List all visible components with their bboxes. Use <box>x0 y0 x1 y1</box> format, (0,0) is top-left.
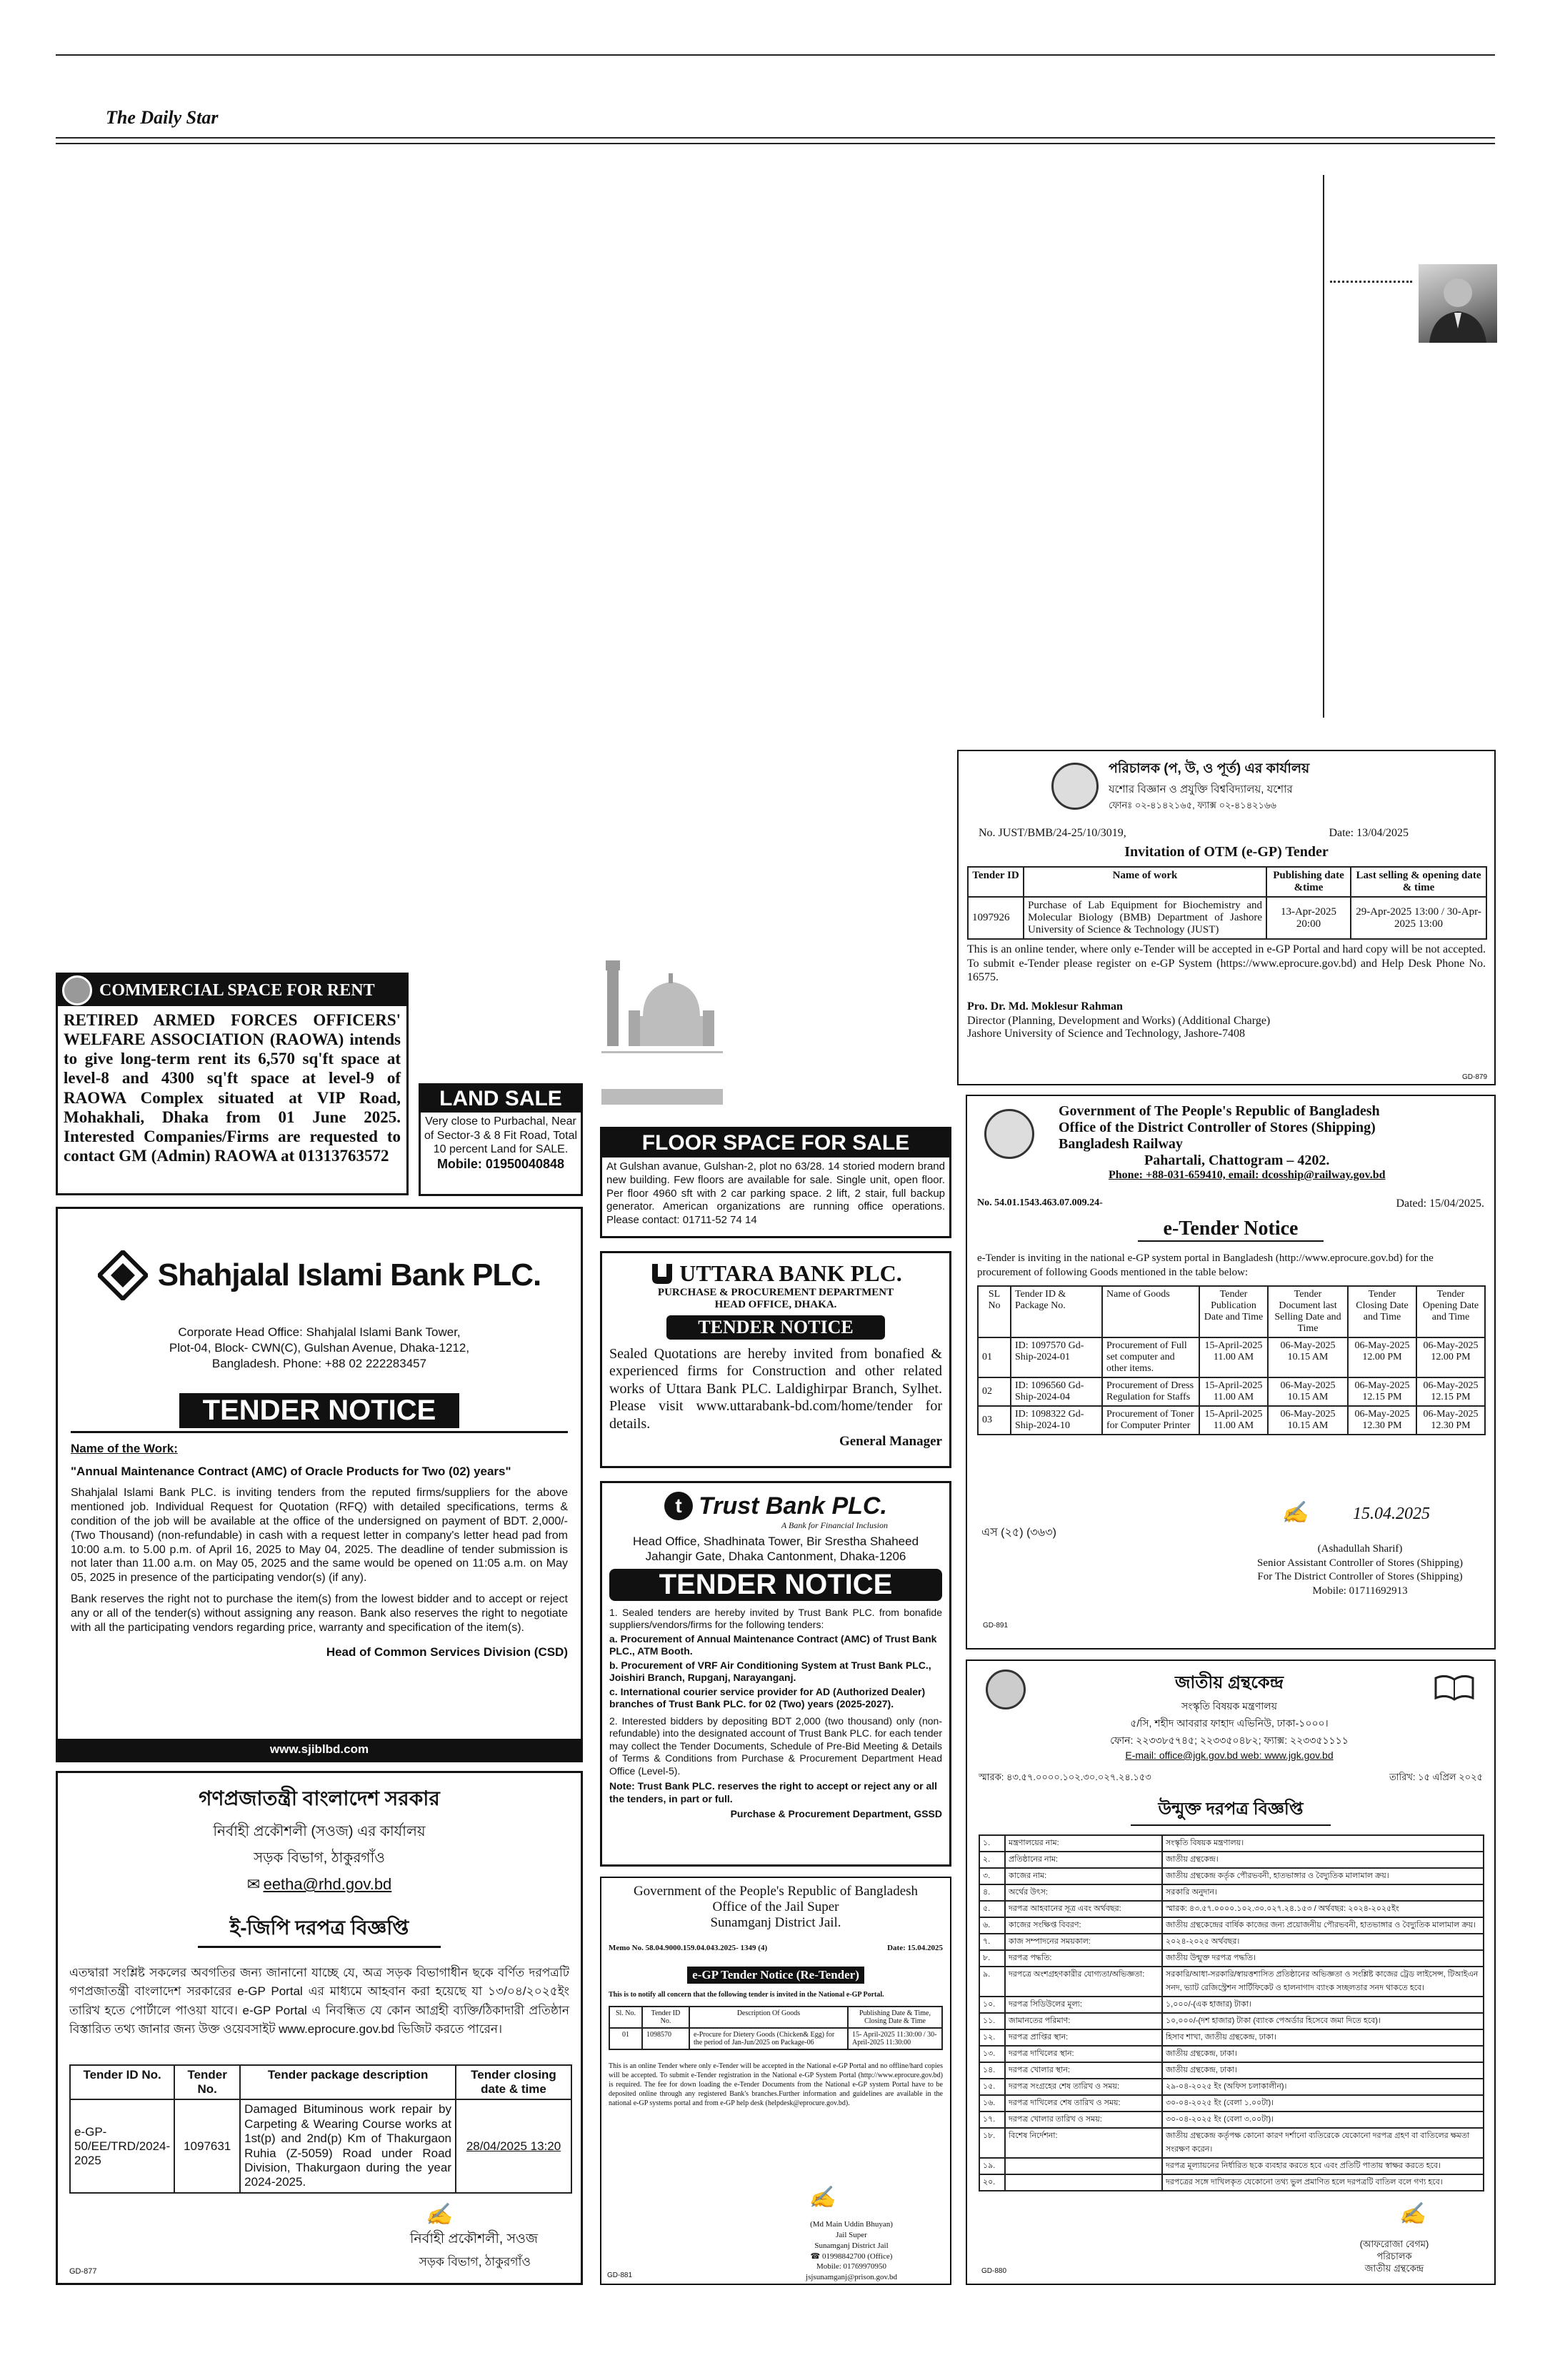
railway-tender-ad <box>966 1095 1496 1650</box>
table-row <box>978 1337 1485 1377</box>
railway-signer-3: For The District Controller of Stores (Shipping) <box>1257 1571 1463 1582</box>
uttara-notice-banner: TENDER NOTICE <box>666 1315 885 1340</box>
table-cell: 03 <box>978 1406 1011 1435</box>
uttara-dept: PURCHASE & PROCUREMENT DEPARTMENT <box>657 1287 894 1298</box>
table-cell: ১০. <box>979 1997 1005 2013</box>
table-row <box>979 2112 1484 2128</box>
table-cell: দরপত্র পদ্ধতি: <box>1005 1950 1162 1967</box>
table-cell: সরকারি অনুদান। <box>1162 1884 1484 1901</box>
jail-date: Date: 15.04.2025 <box>887 1944 943 1952</box>
table-header-cell: Description Of Goods <box>689 2007 848 2028</box>
trust-item-c: c. International courier service provider for AD (Authorized Dealer) branches of Trust Bank PLC. for 02 (Two) years (2025-2027). <box>609 1685 926 1709</box>
jgk-signer-2: পরিচালক <box>1376 2251 1412 2262</box>
trust-tender-ad <box>600 1481 951 1867</box>
table-row <box>70 2099 571 2192</box>
table-cell: জাতীয় গ্রন্থকেন্দ্র, ঢাকা। <box>1162 2046 1484 2062</box>
railway-memo: No. 54.01.1543.463.07.009.24- <box>977 1197 1103 1208</box>
table-cell: Procurement of Full set computer and other items. <box>1102 1337 1199 1377</box>
jgk-line-1: জাতীয় গ্রন্থকেন্দ্র <box>1174 1673 1284 1692</box>
table-header-row <box>70 2065 571 2099</box>
table-header-cell: Tender Opening Date and Time <box>1416 1286 1485 1337</box>
jgk-signer-3: জাতীয় গ্রন্থকেন্দ্র <box>1364 2263 1424 2274</box>
floor-sale-ad <box>600 1127 951 1238</box>
table-cell: দরপত্র দাখিলের শেষ তারিখ ও সময়: <box>1005 2095 1162 2112</box>
table-cell: জাতীয় গ্রন্থকেন্দ্র, ঢাকা। <box>1162 2062 1484 2079</box>
table-row <box>979 1967 1484 1997</box>
just-signer-3: Jashore University of Science and Technology, Jashore-7408 <box>967 1027 1245 1040</box>
table-cell: হিসাব শাখা, জাতীয় গ্রন্থকেন্দ্র, ঢাকা। <box>1162 2029 1484 2046</box>
table-cell: দরপত্র আহবানের সূত্র এবং অর্থবছর: <box>1005 1901 1162 1917</box>
railway-mobile: Mobile: 01711692913 <box>1312 1585 1408 1597</box>
jgk-signature: ✍ <box>1399 2202 1426 2226</box>
table-cell: Procurement of Toner for Computer Printer <box>1102 1406 1199 1435</box>
land-sale-mobile: Mobile: 01950040848 <box>436 1156 565 1171</box>
just-signer: Pro. Dr. Md. Moklesur Rahman <box>967 1000 1123 1013</box>
sjibl-paragraph-1: Shahjalal Islami Bank PLC. is inviting tenders from the reputed firms/suppliers for the above mentioned job. Individual Request for Quotation (RFQ) with detailed specifications, terms & condition of the job will be available at the office of the undersigned on payment of BDT. 2,000/- (Two Thousand) (non-refundable) in cash with a request letter in company's letter head pad from 10:00 a.m. to 5.00 p.m. of April 16, 2025 to May 04, 2025. The deadline of tender submission is not later than 11.00 a.m. on May 05, 2025 and the same would be opened on 11:05 a.m. on May 05, 2025 in presence of the participating vendor(s) (if any). <box>71 1487 568 1585</box>
table-header-row <box>978 1286 1485 1337</box>
table-cell: ৫. <box>979 1901 1005 1917</box>
jgk-memo: স্মারক: ৪৩.৫৭.০০০০.১০২.৩০.০২৭.২৪.১৫৩ <box>979 1772 1151 1782</box>
just-emblem-icon <box>1051 763 1099 810</box>
table-cell: দরপত্র দাখিলের স্থান: <box>1005 2046 1162 2062</box>
email-icon: ✉ <box>246 1875 261 1893</box>
table-row <box>979 2079 1484 2095</box>
sjibl-notice-banner: TENDER NOTICE <box>179 1393 459 1428</box>
rhd-signer: নির্বাহী প্রকৌশলী, সওজ <box>409 2231 538 2246</box>
floor-sale-body: At Gulshan avanue, Gulshan-2, plot no 63/28. 14 storied modern brand new building. Few floors are available for sale. Single unit, open floor. Per floor 4960 sft with 2 car parking space. 2 lift, 2 stair, full backup generator. American organizations are running office operations. Please contact: 01711-52 74 14 <box>606 1160 945 1226</box>
rhd-line-2: নির্বাহী প্রকৌশলী (সওজ) এর কার্যালয় <box>213 1824 426 1839</box>
railway-title: e-Tender Notice <box>1138 1217 1324 1242</box>
table-header-cell: Publishing date &time <box>1266 867 1351 897</box>
table-row <box>979 2013 1484 2029</box>
table-cell: Procurement of Dress Regulation for Staffs <box>1102 1377 1199 1406</box>
raowa-heading: COMMERCIAL SPACE FOR RENT <box>99 980 375 1000</box>
table-row <box>979 1917 1484 1934</box>
table-cell: কাজ সম্পাদনের সময়কাল: <box>1005 1934 1162 1950</box>
jgk-line-5[interactable]: E-mail: office@jgk.gov.bd web: www.jgk.gov.bd <box>1125 1749 1334 1761</box>
uttara-tender-ad <box>600 1251 951 1468</box>
table-header-cell: Last selling & opening date & time <box>1351 867 1486 897</box>
table-cell: 01 <box>609 2028 642 2049</box>
table-cell: দরপত্র সংগ্রহের শেষ তারিখ ও সময়: <box>1005 2079 1162 2095</box>
table-row <box>979 1835 1484 1852</box>
grey-bar-2 <box>601 1089 723 1105</box>
just-date: Date: 13/04/2025 <box>1329 827 1409 839</box>
jail-signer-2: Jail Super <box>836 2230 867 2239</box>
jail-intro: This is to notify all concern that the following tender is invited in the National e-GP Portal. <box>609 1991 884 1999</box>
trust-logo-icon: t <box>664 1492 693 1520</box>
table-cell: 1097926 <box>968 897 1024 939</box>
land-sale-body: Very close to Purbachal, Near of Sector-3 & 8 Fit Road, Total 10 percent Land for SALE. <box>424 1115 578 1156</box>
just-title: Invitation of OTM (e-GP) Tender <box>1124 844 1329 860</box>
table-cell: 06-May-2025 12.00 PM <box>1416 1337 1485 1377</box>
table-cell: জাতীয় গ্রন্থকেন্দ্র। <box>1162 1852 1484 1868</box>
table-cell: জাতীয় গ্রন্থকেন্দ্র কর্তৃপক্ষ কোনো কারণ দর্শানো ব্যতিরেকে যেকোনো দরপত্র গ্রহণ বা বাতিলের ক্ষমতা সংরক্ষণ করেন। <box>1162 2128 1484 2158</box>
table-header-cell: SL No <box>978 1286 1011 1337</box>
table-cell: ৮. <box>979 1950 1005 1967</box>
jail-line-3: Sunamganj District Jail. <box>710 1915 841 1930</box>
table-row <box>979 2062 1484 2079</box>
jail-tender-ad <box>600 1877 951 2285</box>
table-cell: ১৮. <box>979 2128 1005 2158</box>
jgk-details-table <box>979 1834 1484 2191</box>
table-row <box>979 1868 1484 1884</box>
just-code: GD-879 <box>1461 1073 1487 1081</box>
trust-para-1: 1. Sealed tenders are hereby invited by Trust Bank PLC. from bonafide suppliers/vendors/firms for the following tenders: <box>609 1606 942 1630</box>
table-row <box>979 1997 1484 2013</box>
table-cell: ১৩. <box>979 2046 1005 2062</box>
table-cell: 15-April-2025 11.00 AM <box>1199 1337 1268 1377</box>
rhd-signer-2: সড়ক বিভাগ, ঠাকুরগাঁও <box>419 2255 531 2269</box>
table-cell: e-GP-50/EE/TRD/2024-2025 <box>70 2099 174 2192</box>
table-cell: 01 <box>978 1337 1011 1377</box>
trust-notice-banner: TENDER NOTICE <box>609 1569 942 1601</box>
just-line-2: যশোর বিজ্ঞান ও প্রযুক্তি বিশ্ববিদ্যালয়, যশোর <box>1109 783 1293 795</box>
railway-tender-table <box>977 1285 1486 1435</box>
sjibl-work: "Annual Maintenance Contract (AMC) of Oracle Products for Two (02) years" <box>71 1465 511 1479</box>
table-row <box>979 1852 1484 1868</box>
table-cell: ১২. <box>979 2029 1005 2046</box>
table-header-cell: Tender ID No. <box>642 2007 689 2028</box>
table-cell: Purchase of Lab Equipment for Biochemistry and Molecular Biology (BMB) Department of Jashore University of Science & Technology (JUST) <box>1024 897 1266 939</box>
table-cell: 15- April-2025 11:30:00 / 30-April-2025 11:30:00 <box>848 2028 942 2049</box>
table-cell: দরপত্রে অংশগ্রহণকারীর যোগ্যতা/অভিজ্ঞতা: <box>1005 1967 1162 1997</box>
table-cell: জাতীয় গ্রন্থকেন্দ্র কর্তৃক পৌরভবনী, হাতভাঙ্গার ও বৈদ্যুতিক মালামাল ক্রয়। <box>1162 1868 1484 1884</box>
grey-bar-1 <box>601 1051 723 1053</box>
table-cell: দরপত্র সিডিউলের মূল্য: <box>1005 1997 1162 2013</box>
land-sale-heading: LAND SALE <box>421 1085 581 1113</box>
masthead-logo: The Daily Star <box>106 107 219 128</box>
table-cell: 06-May-2025 12.30 PM <box>1348 1406 1416 1435</box>
table-row <box>979 2128 1484 2158</box>
railway-line-2: Office of the District Controller of Stores (Shipping) <box>1059 1120 1376 1135</box>
table-cell: ১১. <box>979 2013 1005 2029</box>
table-cell: দরপত্র খোলার স্থান: <box>1005 2062 1162 2079</box>
jgk-signer: (আফরোজা বেগম) <box>1359 2239 1429 2250</box>
railway-intro: e-Tender is inviting in the national e-GP system portal in Bangladesh (http://www.eprocure.gov.bd) for the procurement of following Goods mentioned in the table below: <box>977 1252 1434 1278</box>
author-photo <box>1419 264 1497 343</box>
table-cell: ৭. <box>979 1934 1005 1950</box>
table-cell: ID: 1098322 Gd-Ship-2024-10 <box>1011 1406 1102 1435</box>
table-cell: সংস্কৃতি বিষয়ক মন্ত্রণালয়। <box>1162 1835 1484 1852</box>
railway-contact[interactable]: Phone: +88-031-659410, email: dcosship@railway.gov.bd <box>1109 1169 1386 1181</box>
jail-memo: Memo No. 58.04.9000.159.04.043.2025- 1349 (4) <box>609 1944 768 1952</box>
jgk-line-3: ৫/সি, শহীদ আবরার ফাহাদ এভিনিউ, ঢাকা-১০০০। <box>1130 1717 1329 1729</box>
table-cell: ৯. <box>979 1967 1005 1997</box>
sjibl-paragraph-2: Bank reserves the right not to purchase the item(s) from the lowest bidder and to accept or reject any or all of the tender(s) without assigning any reason. Bank also reserves the right to negotiate with all the participating vendors regarding price, warranty and specification of the item(s). <box>71 1593 568 1634</box>
just-line-3: ফোনঃ ০২-৪১৪২১৬৫, ফ্যাক্স ০২-৪১৪২১৬৬ <box>1109 800 1276 810</box>
table-cell: দরপত্র মূল্যায়নের নির্ধারিত ছকে ব্যবহার করতে হবে এবং প্রতিটি পাতায় স্বাক্ষর করতে হবে। <box>1162 2158 1484 2174</box>
railway-ref: এস (২৫) (৩৬৩) <box>981 1527 1056 1539</box>
jail-signature: ✍ <box>809 2186 836 2209</box>
trust-item-a: a. Procurement of Annual Maintenance Contract (AMC) of Trust Bank PLC., ATM Booth. <box>609 1632 937 1657</box>
table-cell: 06-May-2025 10.15 AM <box>1268 1377 1348 1406</box>
railway-signer-2: Senior Assistant Controller of Stores (Shipping) <box>1257 1557 1463 1569</box>
table-cell: বিশেষ নির্দেশনা: <box>1005 2128 1162 2158</box>
table-cell: 06-May-2025 12.15 PM <box>1416 1377 1485 1406</box>
bd-govt-logo-icon <box>986 1669 1026 1709</box>
table-cell: কাজের সংক্ষিপ্ত বিবরণ: <box>1005 1917 1162 1934</box>
raowa-body: RETIRED ARMED FORCES OFFICERS' WELFARE ASSOCIATION (RAOWA) intends to give long-term rent its 6,570 sq'ft space at level-8 and 4300 sq'ft space at level-9 of RAOWA Complex situated at VIP Road, Mohakhali, Dhaka from 01 June 2025. Interested Companies/Firms are requested to contact GM (Admin) RAOWA at 01313763572 <box>64 1011 401 1165</box>
sjibl-address: Corporate Head Office: Shahjalal Islami Bank Tower, Plot-04, Block- CWN(C), Gulshan Avenue, Dhaka-1212, Bangladesh. Phone: +88 02 222283457 <box>169 1325 470 1371</box>
table-cell: 06-May-2025 12.00 PM <box>1348 1337 1416 1377</box>
table-header-cell: Tender Publication Date and Time <box>1199 1286 1268 1337</box>
table-header-cell: Tender Closing Date and Time <box>1348 1286 1416 1337</box>
rhd-line-3: সড়ক বিভাগ, ঠাকুরগাঁও <box>254 1850 385 1866</box>
table-header-cell: Sl. No. <box>609 2007 642 2028</box>
table-header-cell: Name of Goods <box>1102 1286 1199 1337</box>
table-cell: সরকারি/আধা-সরকারি/স্বায়ত্তশাসিত প্রতিষ্ঠানের অভিজ্ঞতা ও সংশ্লিষ্ট কাজের ট্রেড লাইসেন্স, টিআইএন সনদ, ভ্যাট রেজিস্ট্রেশন সার্টিফিকেট ও হালনাগাদ ব্যাংক সচ্ছলতার সনদ থাকতে হবে। <box>1162 1967 1484 1997</box>
table-cell <box>1005 2158 1162 2174</box>
table-cell: ১. <box>979 1835 1005 1852</box>
mosque-icon <box>600 953 721 1046</box>
jgk-line-2: সংস্কৃতি বিষয়ক মন্ত্রণালয় <box>1181 1700 1277 1712</box>
table-cell: 13-Apr-2025 20:00 <box>1266 897 1351 939</box>
trust-bank-name: Trust Bank PLC. <box>699 1492 887 1520</box>
rhd-tender-table <box>69 2064 572 2193</box>
table-cell: ৩০-০৪-২০২৫ ইং (বেলা ১.০০টা)। <box>1162 2095 1484 2112</box>
jgk-title: উন্মুক্ত দরপত্র বিজ্ঞপ্তি <box>1131 1796 1331 1826</box>
rhd-code: GD-877 <box>69 2267 97 2276</box>
jail-code: GD-881 <box>607 2271 633 2279</box>
table-cell: 06-May-2025 10.15 AM <box>1268 1337 1348 1377</box>
jail-signer-3: Sunamganj District Jail <box>814 2241 889 2250</box>
jail-title: e-GP Tender Notice (Re-Tender) <box>687 1967 864 1984</box>
uttara-logo-icon <box>649 1261 675 1287</box>
railway-emblem-icon <box>984 1109 1034 1159</box>
table-row <box>979 1950 1484 1967</box>
byline-dots <box>1330 281 1412 283</box>
table-row <box>979 2158 1484 2174</box>
table-cell: 06-May-2025 10.15 AM <box>1268 1406 1348 1435</box>
table-cell: ১৯. <box>979 2158 1005 2174</box>
table-cell: 06-May-2025 12.30 PM <box>1416 1406 1485 1435</box>
raowa-emblem-icon <box>62 975 92 1005</box>
table-cell: ১৬. <box>979 2095 1005 2112</box>
table-row <box>979 1884 1484 1901</box>
just-body: This is an online tender, where only e-Tender will be accepted in e-GP Portal and hard copy will be not accepted. To submit e-Tender please register on e-GP System (https://www.eprocure.gov.bd) and Help Desk Phone No. 16575. <box>967 943 1486 984</box>
jgk-code: GD-880 <box>981 2267 1007 2275</box>
table-cell: ১,০০০/-(এক হাজার) টাকা। <box>1162 1997 1484 2013</box>
table-cell: ৩০-০৪-২০২৫ ইং (বেলা ৩.০০টা)। <box>1162 2112 1484 2128</box>
table-cell: ২০২৪-২০২৫ অর্থবছর। <box>1162 1934 1484 1950</box>
table-header-cell: Tender ID & Package No. <box>1011 1286 1102 1337</box>
table-cell: ২০. <box>979 2174 1005 2191</box>
table-cell: e-Procure for Dietery Goods (Chicken& Egg) for the period of Jan-Jun/2025 on Package-06 <box>689 2028 848 2049</box>
sjibl-logo-icon <box>98 1250 148 1300</box>
table-row <box>979 1901 1484 1917</box>
land-sale-ad <box>419 1083 583 1196</box>
uttara-body: Sealed Quotations are hereby invited from bonafied & experienced firms for Construction and other related works of Uttara Bank PLC. Laldighirpar Branch, Sylhet. Please visit www.uttarabank-bd.com/home/tender for details. <box>609 1346 942 1432</box>
table-cell: ১৫. <box>979 2079 1005 2095</box>
table-header-cell: Tender Document last Selling Date and Time <box>1268 1286 1348 1337</box>
railway-line-4: Pahartali, Chattogram – 4202. <box>1144 1153 1330 1168</box>
jail-phone: ☎ 01998842700 (Office) <box>810 2251 893 2261</box>
jgk-date: তারিখ: ১৫ এপ্রিল ২০২৫ <box>1389 1772 1483 1782</box>
table-cell: 1097631 <box>174 2099 240 2192</box>
table-cell: 15-April-2025 11.00 AM <box>1199 1377 1268 1406</box>
person-silhouette-icon <box>1419 264 1497 343</box>
just-memo: No. JUST/BMB/24-25/10/3019, <box>979 827 1126 839</box>
just-signer-2: Director (Planning, Development and Works) (Additional Charge) <box>967 1014 1271 1027</box>
header-rule-1 <box>56 137 1495 139</box>
table-cell: ২. <box>979 1852 1005 1868</box>
jail-line-2: Office of the Jail Super <box>712 1899 839 1914</box>
table-row <box>979 2046 1484 2062</box>
trust-item-b: b. Procurement of VRF Air Conditioning System at Trust Bank PLC., Joishiri Branch, Rupganj, Narayanganj. <box>609 1659 931 1683</box>
railway-line-3: Bangladesh Railway <box>1059 1136 1183 1152</box>
table-cell: 02 <box>978 1377 1011 1406</box>
sjibl-signoff: Head of Common Services Division (CSD) <box>326 1645 568 1659</box>
railway-line-1: Government of The People's Republic of Bangladesh <box>1059 1103 1380 1119</box>
top-rule <box>56 54 1495 56</box>
table-cell: ১০,০০০/-(দশ হাজার) টাকা (ব্যাংক পেঅর্ডার হিসেবে জমা দিতে হবে)। <box>1162 2013 1484 2029</box>
floor-sale-heading: FLOOR SPACE FOR SALE <box>602 1129 949 1158</box>
table-cell: ২৯-০৪-২০২৫ ইং (অফিস চলাকালীন)। <box>1162 2079 1484 2095</box>
table-cell: দরপত্র প্রাপ্তির স্থান: <box>1005 2029 1162 2046</box>
table-cell: দরপত্রের সঙ্গে দাখিলকৃত যেকোনো তথ্য ভুল প্রমাণিত হলে দরপত্রটি বাতিল বলে গণ্য হবে। <box>1162 2174 1484 2191</box>
table-header-row <box>968 867 1486 897</box>
table-cell: মন্ত্রণালয়ের নাম: <box>1005 1835 1162 1852</box>
table-cell: দরপত্র খোলার তারিখ ও সময়: <box>1005 2112 1162 2128</box>
trust-tagline: A Bank for Financial Inclusion <box>781 1520 888 1530</box>
table-row <box>978 1406 1485 1435</box>
jail-line-1: Government of the People's Republic of Bangladesh <box>633 1884 919 1899</box>
table-header-cell: Publishing Date & Time, Closing Date & Time <box>848 2007 942 2028</box>
railway-signature: ✍ <box>1281 1501 1309 1525</box>
header-rule-2 <box>56 143 1495 144</box>
table-row <box>609 2028 942 2049</box>
jgk-tender-ad <box>966 1660 1496 2285</box>
table-cell: ১৪. <box>979 2062 1005 2079</box>
uttara-office: HEAD OFFICE, DHAKA. <box>714 1299 837 1310</box>
table-cell: প্রতিষ্ঠানের নাম: <box>1005 1852 1162 1868</box>
table-header-cell: Tender ID <box>968 867 1024 897</box>
table-header-cell: Tender package description <box>240 2065 456 2099</box>
open-book-logo-icon <box>1433 1669 1476 1705</box>
rhd-title: ই-জিপি দরপত্র বিজ্ঞপ্তি <box>198 1912 441 1948</box>
railway-date: Dated: 15/04/2025. <box>1396 1197 1484 1210</box>
jail-tender-table <box>609 2006 943 2050</box>
table-row <box>979 2174 1484 2191</box>
rhd-line-1: গণপ্রজাতন্ত্রী বাংলাদেশ সরকার <box>199 1787 440 1809</box>
rhd-body: এতদ্বারা সংশ্লিষ্ট সকলের অবগতির জন্য জানানো যাচ্ছে যে, অত্র সড়ক বিভাগাধীন ছকে বর্ণিত দরপত্রটি গণপ্রজাতন্ত্রী বাংলাদেশ সরকারের e-GP Portal এর মাধ্যমে আহবান করা হয়েছে যা ১৩/০৪/২০২৫ইং তারিখ হতে পোর্টালে পাওয়া যাবে। e-GP Portal এ নিবন্ধিত যে কোন আগ্রহী ব্যক্তি/ঠিকাদারী প্রতিষ্ঠান বিস্তারিত তথ্য জানার জন্য উক্ত ওয়েবসাইট www.eprocure.gov.bd ভিজিট করতে পারেন। <box>69 1966 569 2037</box>
table-cell: Damaged Bituminous work repair by Carpeting & Wearing Course works at 1st(p) and 2nd(p) Km of Thakurgaon Ruhia (Z-5059) Road under Road Division, Thakurgaon during the year 2024-2025. <box>240 2099 456 2192</box>
jgk-line-4: ফোন: ২২৩৩৮৫৭৪৫; ২২৩৩৫০৪৮২; ফ্যাক্স: ২২৩৩৫১১১১ <box>1110 1734 1349 1746</box>
table-header-cell: Tender closing date & time <box>456 2065 571 2099</box>
raowa-ad <box>56 973 409 1195</box>
table-row <box>979 2095 1484 2112</box>
table-header-cell: Name of work <box>1024 867 1266 897</box>
table-cell: 29-Apr-2025 13:00 / 30-Apr-2025 13:00 <box>1351 897 1486 939</box>
jail-mobile: Mobile: 01769970950 <box>816 2262 887 2271</box>
jail-email[interactable]: jsjsunamganj@prison.gov.bd <box>806 2273 897 2282</box>
table-cell: স্মারক: ৪৩.৫৭.০০০০.১০২.৩০.০২৭.২৪.১৫৩ / অর্থবছর: ২০২৪-২০২৫ইং <box>1162 1901 1484 1917</box>
jail-signer: (Md Main Uddin Bhuyan) <box>810 2220 893 2229</box>
jail-body: This is an online Tender where only e-Tender will be accepted in the National e-GP Portal and no offline/hard copies will be accepted. To submit e-Tender registration in the National e-GP System Portal (http://www.eprocure.gov.bd) is required. The fee for down loading the e-Tender Documents from the National e-GP system Portal have to be deposited online through any registered Bank's branches.Further information and guidelines are available in the national e-GP systems portal and from e-GP help desk (helpdesk@eprocure.gov.bd). <box>609 2062 943 2107</box>
railway-code: GD-891 <box>983 1622 1009 1630</box>
table-cell: জাতীয় গ্রন্থকেন্দ্রের বার্ষিক কাজের জন্য প্রয়োজনীয় পৌরভবনী, হাতভাঙ্গার ও বৈদ্যুতিক মালামাল ক্রয়। <box>1162 1917 1484 1934</box>
rhd-email[interactable]: eetha@rhd.gov.bd <box>263 1875 392 1893</box>
trust-para-2: 2. Interested bidders by depositing BDT 2,000 (two thousand) only (non-refundable) into the designated account of Trust Bank PLC. for each tender may collect the Tender Documents, Schedule of Pre-Bid Meeting & Details of Terms & Conditions from Purchase & Procurement Department Head Office (Level-5). <box>609 1714 942 1777</box>
rhd-egp-ad <box>56 1771 583 2285</box>
table-cell: ID: 1096560 Gd-Ship-2024-04 <box>1011 1377 1102 1406</box>
table-cell: 1098570 <box>642 2028 689 2049</box>
table-cell: 06-May-2025 12.15 PM <box>1348 1377 1416 1406</box>
table-cell: 15-April-2025 11.00 AM <box>1199 1406 1268 1435</box>
column-divider <box>1323 175 1324 718</box>
table-row <box>979 1934 1484 1950</box>
sjibl-tender-ad <box>56 1207 583 1762</box>
trust-address: Head Office, Shadhinata Tower, Bir Srestha Shaheed Jahangir Gate, Dhaka Cantonment, Dhaka-1206 <box>632 1535 919 1564</box>
trust-note: Note: Trust Bank PLC. reserves the right to accept or reject any or all the tenders, in part or full. <box>609 1780 938 1804</box>
trust-signoff: Purchase & Procurement Department, GSSD <box>730 1808 942 1819</box>
uttara-signoff: General Manager <box>839 1433 942 1449</box>
table-cell: জাতীয় উন্মুক্ত দরপত্র পদ্ধতি। <box>1162 1950 1484 1967</box>
just-line-1: পরিচালক (প, উ, ও পূর্ত) এর কার্যালয় <box>1109 761 1310 776</box>
table-cell: কাজের নাম: <box>1005 1868 1162 1884</box>
table-cell: ৩. <box>979 1868 1005 1884</box>
table-cell: ৬. <box>979 1917 1005 1934</box>
table-header-cell: Tender ID No. <box>70 2065 174 2099</box>
table-cell: অর্থের উৎস: <box>1005 1884 1162 1901</box>
table-cell: ১৭. <box>979 2112 1005 2128</box>
table-cell: ID: 1097570 Gd-Ship-2024-01 <box>1011 1337 1102 1377</box>
just-tender-ad <box>957 750 1496 1085</box>
table-cell: ৪. <box>979 1884 1005 1901</box>
table-cell <box>1005 2174 1162 2191</box>
sjibl-bank-name: Shahjalal Islami Bank PLC. <box>157 1257 541 1292</box>
mosque-illustration <box>600 953 721 1046</box>
table-cell: জামানতের পরিমাণ: <box>1005 2013 1162 2029</box>
rhd-signature: ✍ <box>425 2203 452 2226</box>
table-row <box>979 2029 1484 2046</box>
railway-signer: (Ashadullah Sharif) <box>1317 1543 1403 1555</box>
table-row <box>968 897 1486 939</box>
table-header-cell: Tender No. <box>174 2065 240 2099</box>
sjibl-work-label: Name of the Work: <box>71 1442 178 1456</box>
railway-sig-date: 15.04.2025 <box>1353 1505 1430 1523</box>
uttara-bank-name: UTTARA BANK PLC. <box>679 1260 902 1286</box>
sjibl-website[interactable]: www.sjiblbd.com <box>58 1739 581 1760</box>
table-row <box>978 1377 1485 1406</box>
table-header-row <box>609 2007 942 2028</box>
table-cell: 28/04/2025 13:20 <box>456 2099 571 2192</box>
just-tender-table <box>967 866 1487 940</box>
